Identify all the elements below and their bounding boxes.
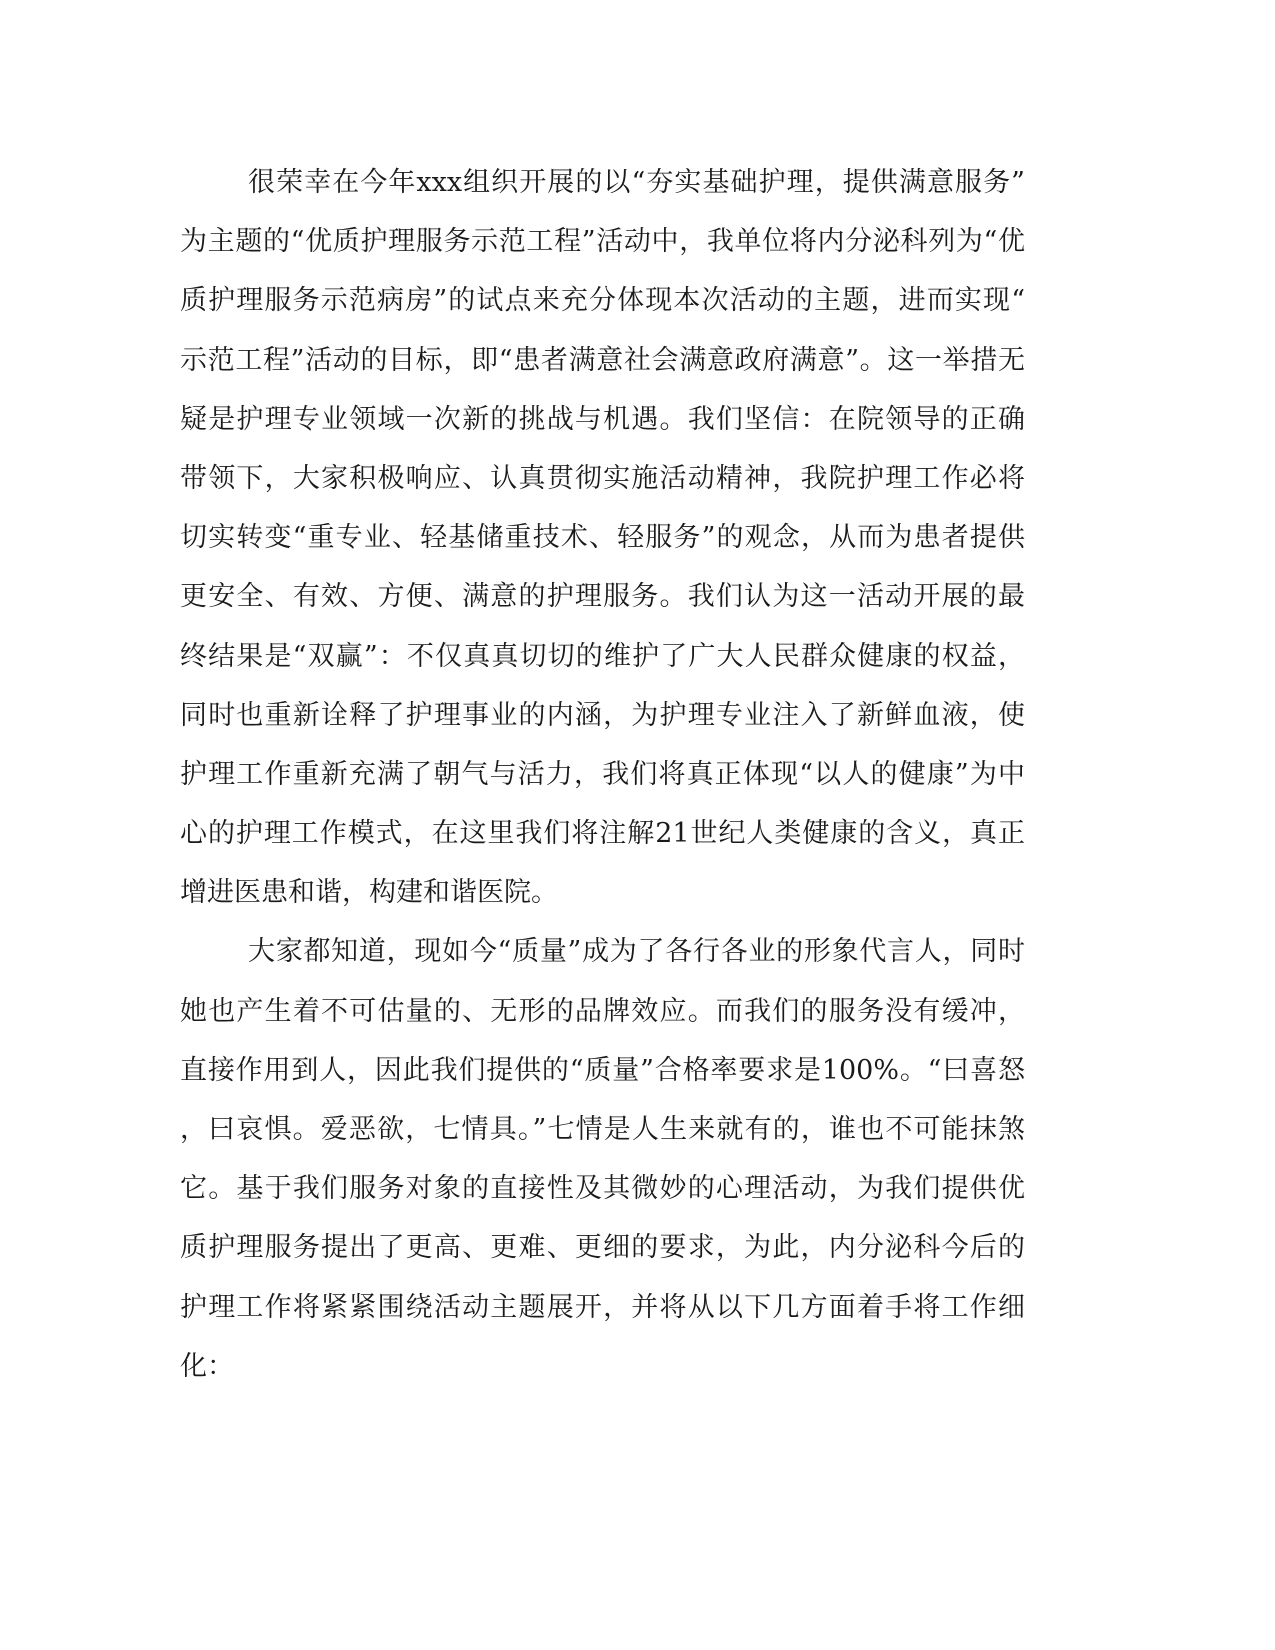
text-line: 心的护理工作模式，在这里我们将注解21世纪人类健康的含义，真正: [180, 818, 1025, 850]
document-body: [180, 163, 1025, 1406]
text-line: 质护理服务提出了更高、更难、更细的要求，为此，内分泌科今后的: [180, 1232, 1025, 1264]
text-line: 为主题的“优质护理服务示范工程”活动中，我单位将内分泌科列为“优: [180, 226, 1025, 258]
text-line: 带领下，大家积极响应、认真贯彻实施活动精神，我院护理工作必将: [180, 462, 1025, 494]
text-line: ，曰哀惧。爱恶欲，七情具。”七情是人生来就有的，谁也不可能抹煞: [180, 1114, 1025, 1145]
text-line: 护理工作重新充满了朝气与活力，我们将真正体现“以人的健康”为中: [180, 758, 1025, 790]
text-line: 护理工作将紧紧围绕活动主题展开，并将从以下几方面着手将工作细: [180, 1291, 1025, 1323]
text-line: 同时也重新诠释了护理事业的内涵，为护理专业注入了新鲜血液，使: [180, 699, 1025, 731]
text-line: 很荣幸在今年xxx组织开展的以“夯实基础护理，提供满意服务”: [248, 167, 1025, 198]
text-line: 质护理服务示范病房”的试点来充分体现本次活动的主题，进而实现“: [180, 285, 1025, 317]
text-line: 疑是护理专业领域一次新的挑战与机遇。我们坚信：在院领导的正确: [180, 403, 1025, 435]
text-line: 直接作用到人，因此我们提供的“质量”合格率要求是100%。“曰喜怒: [180, 1054, 1025, 1086]
text-line: 更安全、有效、方便、满意的护理服务。我们认为这一活动开展的最: [180, 581, 1025, 613]
text-line: 它。基于我们服务对象的直接性及其微妙的心理活动，为我们提供优: [180, 1173, 1025, 1205]
text-line: 示范工程”活动的目标，即“患者满意社会满意政府满意”。这一举措无: [180, 344, 1025, 376]
text-line: 化：: [180, 1350, 234, 1382]
text-line: 她也产生着不可估量的、无形的品牌效应。而我们的服务没有缓冲，: [180, 995, 1025, 1027]
text-line: 大家都知道，现如今“质量”成为了各行各业的形象代言人，同时: [248, 936, 1025, 968]
paragraph-2: [180, 932, 1025, 1406]
text-line: 增进医患和谐，构建和谐医院。: [180, 877, 558, 909]
paragraph-1: [180, 163, 1025, 932]
text-line: 终结果是“双赢”：不仅真真切切的维护了广大人民群众健康的权益，: [180, 640, 1025, 672]
text-line: 切实转变“重专业、轻基储重技术、轻服务”的观念，从而为患者提供: [180, 522, 1025, 554]
